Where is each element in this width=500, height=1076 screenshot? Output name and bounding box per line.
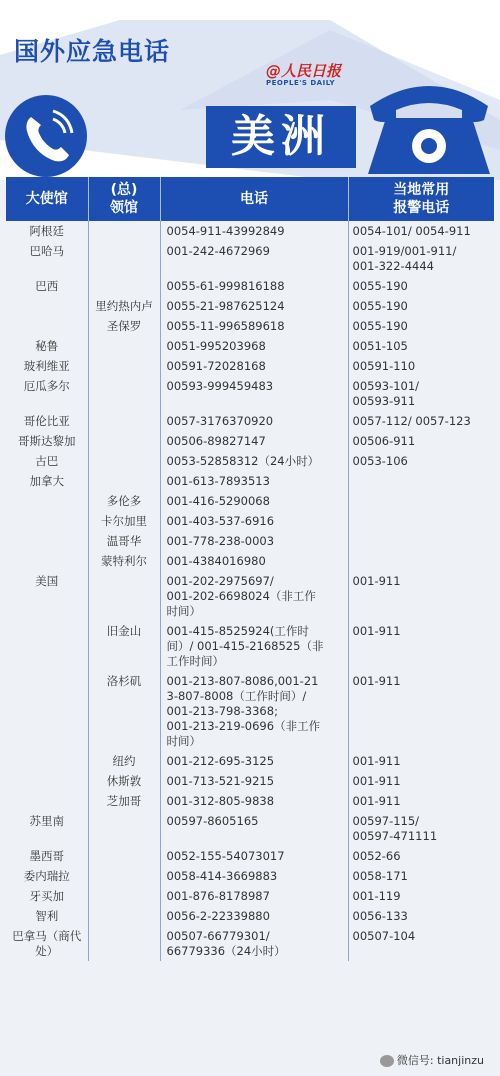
phone-cell: 001-202-2975697/ 001-202-6698024（非工作 时间）	[160, 571, 348, 621]
peoples-daily-logo: @人民日报 PEOPLE'S DAILY	[266, 62, 342, 87]
table-row	[6, 491, 494, 511]
embassy-cell: 阿根廷	[6, 221, 88, 241]
consulate-cell	[88, 356, 160, 376]
phone-cell: 001-415-8525924(工作时 间）/ 001-415-2168525（非 工作时间）	[160, 621, 348, 671]
consulate-cell: 温哥华	[88, 531, 160, 551]
consulate-cell	[88, 411, 160, 431]
table-row	[6, 846, 494, 866]
police-cell: 0055-190	[352, 279, 408, 293]
police-cell: 0055-190	[352, 299, 408, 313]
embassy-cell	[6, 531, 88, 551]
police-cell	[348, 471, 494, 491]
embassy-cell	[6, 791, 88, 811]
table-row	[6, 621, 494, 671]
consulate-cell: 里约热内卢	[88, 296, 160, 316]
table-row	[6, 471, 494, 491]
embassy-cell: 智利	[6, 906, 88, 926]
police-cell: 00597-115/ 00597-471111	[352, 814, 438, 843]
header-banner	[0, 0, 500, 180]
consulate-cell: 圣保罗	[88, 316, 160, 336]
table-row	[6, 356, 494, 376]
phone-cell: 0057-3176370920	[160, 411, 348, 431]
consulate-cell	[88, 451, 160, 471]
embassy-cell	[6, 491, 88, 511]
embassy-cell: 巴西	[6, 276, 88, 296]
police-cell: 001-911	[352, 674, 401, 688]
police-cell	[348, 551, 494, 571]
consulate-cell	[88, 811, 160, 846]
phone-cell: 001-242-4672969	[160, 241, 348, 276]
police-cell: 0055-190	[352, 319, 408, 333]
embassy-cell	[6, 296, 88, 316]
police-cell: 00506-911	[352, 434, 416, 448]
phone-handset-icon	[5, 95, 87, 177]
table-row	[6, 511, 494, 531]
phone-cell: 0054-911-43992849	[160, 221, 348, 241]
region-label: 美洲	[206, 106, 356, 168]
phone-cell: 0055-11-996589618	[160, 316, 348, 336]
police-cell: 0052-66	[352, 849, 401, 863]
police-cell: 00507-104	[352, 929, 416, 943]
embassy-cell: 哥斯达黎加	[6, 431, 88, 451]
page-title: 国外应急电话	[14, 37, 171, 66]
consulate-cell: 多伦多	[88, 491, 160, 511]
table-row	[6, 866, 494, 886]
consulate-cell	[88, 886, 160, 906]
police-cell: 0053-106	[352, 454, 408, 468]
consulate-cell	[88, 471, 160, 491]
table-row	[6, 276, 494, 296]
table-row	[6, 336, 494, 356]
consulate-cell	[88, 276, 160, 296]
phone-cell: 0052-155-54073017	[160, 846, 348, 866]
table-row	[6, 241, 494, 276]
phone-cell: 00506-89827147	[160, 431, 348, 451]
consulate-cell: 旧金山	[88, 621, 160, 671]
police-cell: 001-911	[352, 574, 401, 588]
consulate-cell	[88, 571, 160, 621]
phone-cell: 0055-61-999816188	[160, 276, 348, 296]
consulate-cell: 蒙特利尔	[88, 551, 160, 571]
table-row	[6, 431, 494, 451]
phone-cell: 001-876-8178987	[160, 886, 348, 906]
embassy-cell: 美国	[6, 571, 88, 621]
phone-cell: 00507-66779301/ 66779336（24小时）	[160, 926, 348, 961]
consulate-cell: 纽约	[88, 751, 160, 771]
phone-cell: 001-403-537-6916	[160, 511, 348, 531]
table-row	[6, 571, 494, 621]
table-row	[6, 531, 494, 551]
embassy-cell: 厄瓜多尔	[6, 376, 88, 411]
table-header-row	[6, 177, 494, 221]
consulate-cell	[88, 431, 160, 451]
table-row	[6, 771, 494, 791]
consulate-cell	[88, 241, 160, 276]
table-row	[6, 811, 494, 846]
table-row	[6, 671, 494, 751]
table-row	[6, 376, 494, 411]
consulate-cell: 卡尔加里	[88, 511, 160, 531]
police-cell: 001-911	[352, 624, 401, 638]
phone-cell: 0053-52858312（24小时）	[160, 451, 348, 471]
embassy-cell: 苏里南	[6, 811, 88, 846]
consulate-cell: 休斯敦	[88, 771, 160, 791]
police-cell: 00593-101/ 00593-911	[352, 379, 420, 408]
header-police: 当地常用 报警电话	[348, 177, 494, 221]
table-row	[6, 886, 494, 906]
embassy-cell: 加拿大	[6, 471, 88, 491]
watermark: 微信号: tianjinzu	[380, 1052, 484, 1068]
phone-cell: 001-212-695-3125	[160, 751, 348, 771]
police-cell: 0051-105	[352, 339, 408, 353]
phone-cell: 00591-72028168	[160, 356, 348, 376]
phone-cell: 001-416-5290068	[160, 491, 348, 511]
phone-cell: 001-213-807-8086,001-21 3-807-8008（工作时间）/ 001-213-798-3368; 001-213-219-0696（非工作 时间）	[160, 671, 348, 751]
phone-cell: 001-778-238-0003	[160, 531, 348, 551]
consulate-cell	[88, 906, 160, 926]
table-row	[6, 751, 494, 771]
phone-cell: 001-713-521-9215	[160, 771, 348, 791]
emergency-phone-table	[6, 177, 494, 961]
embassy-cell: 巴拿马（商代 处）	[6, 926, 88, 961]
consulate-cell	[88, 221, 160, 241]
table-row	[6, 451, 494, 471]
police-cell: 001-119	[352, 889, 401, 903]
embassy-cell: 玻利维亚	[6, 356, 88, 376]
phone-cell: 0056-2-22339880	[160, 906, 348, 926]
embassy-cell: 哥伦比亚	[6, 411, 88, 431]
embassy-cell	[6, 621, 88, 671]
police-cell	[348, 511, 494, 531]
table-row	[6, 221, 494, 241]
embassy-cell: 秘鲁	[6, 336, 88, 356]
embassy-cell: 墨西哥	[6, 846, 88, 866]
police-cell: 001-911	[352, 774, 401, 788]
table-row	[6, 791, 494, 811]
table-row	[6, 926, 494, 961]
police-cell: 001-919/001-911/ 001-322-4444	[352, 244, 457, 273]
consulate-cell	[88, 846, 160, 866]
consulate-cell	[88, 926, 160, 961]
phone-cell: 0051-995203968	[160, 336, 348, 356]
table-row	[6, 316, 494, 336]
table-row	[6, 411, 494, 431]
police-cell	[348, 491, 494, 511]
police-cell: 0056-133	[352, 909, 408, 923]
table-row	[6, 551, 494, 571]
police-cell: 0058-171	[352, 869, 408, 883]
embassy-cell	[6, 751, 88, 771]
police-cell: 00591-110	[352, 359, 416, 373]
consulate-cell: 洛杉矶	[88, 671, 160, 751]
phone-cell: 001-4384016980	[160, 551, 348, 571]
phone-cell: 0058-414-3669883	[160, 866, 348, 886]
embassy-cell	[6, 771, 88, 791]
header-consulate: (总) 领馆	[88, 177, 160, 221]
embassy-cell	[6, 551, 88, 571]
wechat-icon	[380, 1055, 394, 1067]
embassy-cell: 古巴	[6, 451, 88, 471]
embassy-cell: 巴哈马	[6, 241, 88, 276]
phone-cell: 0055-21-987625124	[160, 296, 348, 316]
consulate-cell: 芝加哥	[88, 791, 160, 811]
police-cell: 001-911	[352, 794, 401, 808]
embassy-cell	[6, 511, 88, 531]
embassy-cell: 委内瑞拉	[6, 866, 88, 886]
police-cell: 0057-112/ 0057-123	[352, 414, 471, 428]
table-row	[6, 906, 494, 926]
header-phone: 电话	[160, 177, 348, 221]
police-cell: 0054-101/ 0054-911	[352, 224, 471, 238]
police-cell: 001-911	[352, 754, 401, 768]
table-row	[6, 296, 494, 316]
consulate-cell	[88, 866, 160, 886]
phone-cell: 001-312-805-9838	[160, 791, 348, 811]
embassy-cell: 牙买加	[6, 886, 88, 906]
phone-cell: 001-613-7893513	[160, 471, 348, 491]
embassy-cell	[6, 316, 88, 336]
police-cell	[348, 531, 494, 551]
telephone-icon	[362, 66, 496, 178]
consulate-cell	[88, 336, 160, 356]
header-embassy: 大使馆	[6, 177, 88, 221]
consulate-cell	[88, 376, 160, 411]
phone-cell: 00593-999459483	[160, 376, 348, 411]
embassy-cell	[6, 671, 88, 751]
phone-cell: 00597-8605165	[160, 811, 348, 846]
